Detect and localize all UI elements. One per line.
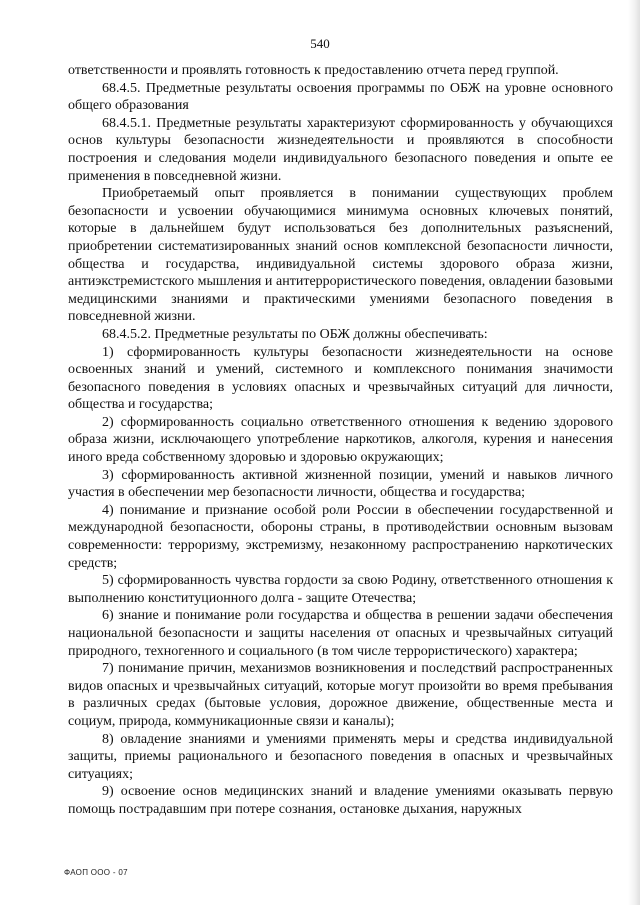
paragraph-experience: Приобретаемый опыт проявляется в понимании существующих проблем безопасности и усвоении обучающимися минимума основных ключевых понятий, которые в дальнейшем будут использоваться без дополнительных разъяснений, приобретении систематизированных знаний основ комплексной безопасности личности, общества и государства, индивидуальной системы здорового образа жизни, антиэкстремистского мышления и антитеррористического поведения, овладении базовыми медицинскими знаниями и практическими умениями безопасного поведения в повседневной жизни. bbox=[68, 186, 613, 325]
list-item-4: 4) понимание и признание особой роли России в обеспечении государственной и международной безопасности, обороны страны, в противодействии основным вызовам современности: терроризму, экстремизму, незаконному распространению наркотических средств; bbox=[68, 502, 613, 571]
scan-edge-shadow bbox=[628, 0, 640, 905]
list-item-5: 5) сформированность чувства гордости за свою Родину, ответственного отношения к выполнению конституционного долга - защите Отечества; bbox=[68, 573, 613, 606]
document-body bbox=[68, 62, 613, 819]
list-item-3: 3) сформированность активной жизненной позиции, умений и навыков личного участия в обеспечении мер безопасности личности, общества и государства; bbox=[68, 467, 613, 501]
list-item-2: 2) сформированность социально ответственного отношения к ведению здорового образа жизни, исключающего употребление наркотиков, алкоголя, курения и нанесения иного вреда собственному здоровью и здоровью окружающих; bbox=[68, 414, 613, 466]
paragraph-68-4-5-1: 68.4.5.1. Предметные результаты характеризуют сформированность у обучающихся основ культуры безопасности жизнедеятельности и проявляются в способности построения и следования модели индивидуального безопасного поведения и опыте ее применения в повседневной жизни. bbox=[68, 115, 613, 184]
section-heading-68-4-5: 68.4.5. Предметные результаты освоения программы по ОБЖ на уровне основного общего образования bbox=[68, 80, 613, 114]
page-number: 540 bbox=[310, 36, 330, 51]
paragraph-continuation: ответственности и проявлять готовность к предоставлению отчета перед группой. bbox=[68, 63, 559, 78]
list-item-1: 1) сформированность культуры безопасности жизнедеятельности на основе освоенных знаний и умений, системного и комплексного понимания значимости безопасного поведения в условиях опасных и чрезвычайных ситуаций для личности, общества и государства; bbox=[68, 344, 613, 413]
paragraph-68-4-5-2: 68.4.5.2. Предметные результаты по ОБЖ должны обеспечивать: bbox=[102, 326, 488, 342]
list-item-8: 8) овладение знаниями и умениями применять меры и средства индивидуальной защиты, приемы рационального и безопасного поведения в опасных и чрезвычайных ситуациях; bbox=[68, 731, 613, 782]
list-item-9: 9) освоение основ медицинских знаний и владение умениями оказывать первую помощь пострадавшим при потере сознания, остановке дыхания, наружных bbox=[68, 784, 613, 817]
list-item-6: 6) знание и понимание роли государства и общества в решении задачи обеспечения национальной безопасности и защиты населения от опасных и чрезвычайных ситуаций природного, техногенного и социального (в том числе террористического) характера; bbox=[68, 608, 613, 659]
footer-label: ФАОП ООО - 07 bbox=[64, 868, 128, 877]
list-item-7: 7) понимание причин, механизмов возникновения и последствий распространенных видов опасных и чрезвычайных ситуаций, которые могут произойти во время пребывания в различных средах (бытовые условия, дорожное движение, общественные места и социум, природа, коммуникационные связи и каналы); bbox=[68, 661, 613, 729]
